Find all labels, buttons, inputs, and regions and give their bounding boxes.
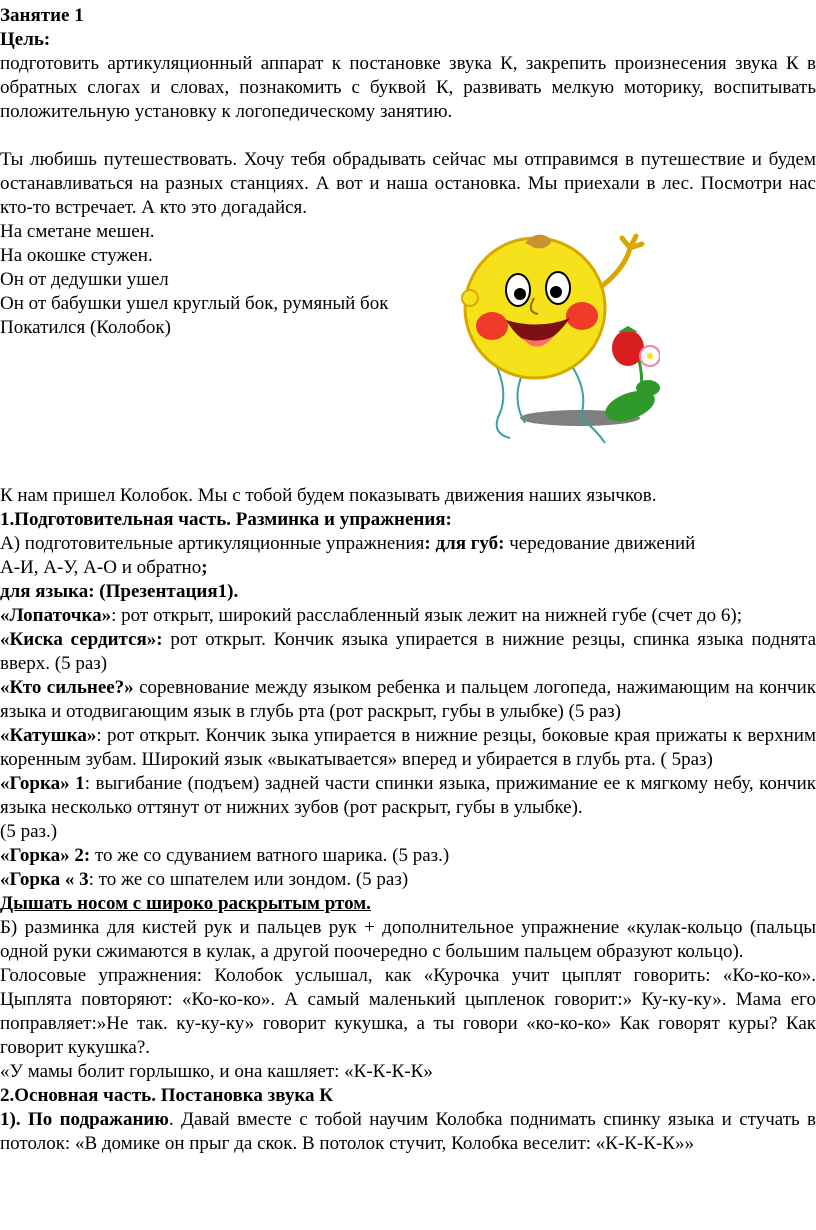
exercise-text: (5 раз.) [0,821,58,842]
exercise-name: «Горка « 3 [0,869,89,890]
imitation-paragraph [0,1108,816,1156]
lesson-title: Занятие 1 [0,5,84,26]
imitation-text: . Давай вместе с тобой научим Колобка поднимать спинку языка и стучать в потолок: «В домике он прыг да скок. В потолок стучит, Колобка веселит: «К-К-К-К»» [0,1109,816,1154]
part1-section [0,508,816,604]
exercise-name: «Лопаточка» [0,605,112,626]
part1-heading: 1.Подготовительная часть. Разминка и упражнения: [0,509,452,530]
tongue-heading: для языка: (Презентация1). [0,581,239,602]
kolobok-picture [430,198,660,448]
riddle-line: Покатился (Колобок) [0,317,171,338]
exercise-text: соревнование между языком ребенка и пальцем логопеда, нажимающим на кончик языка и отодвигающим язык в глубь рта (рот раскрыт, губы в улыбке) (5 раз) [0,677,816,722]
item-a-line [0,532,816,556]
exercise-item [0,820,816,844]
item-a-semicolon: ; [201,557,208,578]
exercise-item [0,772,816,820]
exercise-text: : выгибание (подъем) задней части спинки языка, прижимание ее к мягкому небу, кончик языка несколько оттянут от нижних зубов (рот раскрыт, губы в улыбке). [0,773,816,818]
imitation-label: 1). По подражанию [0,1109,169,1130]
riddle-line: Он от дедушки ушел [0,269,169,290]
riddle-line: На окошке стужен. [0,245,153,266]
exercise-text: : рот открыт, широкий расслабленный язык лежит на нижней губе (счет до 6); [111,605,742,626]
exercise-text: : рот открыт. Кончик зыка упирается в нижние резцы, боковые края прижаты к верхним коренным зубам. Широкий язык «выкатывается» вперед и убирается в глубь рта. ( 5раз) [0,725,816,770]
intro-paragraph: Ты любишь путешествовать. Хочу тебя обрадывать сейчас мы отправимся в путешествие и будем останавливаться на разных станциях. А вот и наша остановка. Мы приехали в лес. Посмотри нас кто-то встречает. А кто это догадайся. [0,149,816,218]
item-a-rest: чередование движений [504,533,696,554]
exercise-name: «Киска сердится»: [0,629,163,650]
riddle-line: На сметане мешен. [0,221,155,242]
exercise-item [0,844,816,868]
voice-exercise: Голосовые упражнения: Колобок услышал, как «Курочка учит цыплят говорить: «Ко-ко-ко». Цыплята повторяют: «Ко-ко-ко». А самый маленький цыпленок говорит:» Ку-ку-ку». Мама его поправляет:»Не так. ку-ку-ку» говорит кукушка, а ты говори «ко-ко-ко» Как говорят куры? Как говорит кукушка?. [0,965,816,1058]
exercise-name: «Горка» 1 [0,773,85,794]
item-b-text: Б) разминка для кистей рук и пальцев рук + дополнительное упражнение «кулак-кольцо (пальцы одной руки сжимаются в кулак, а другой поочередно с большим пальцем образуют кольцо). [0,917,816,962]
exercise-item [0,676,816,724]
exercise-item [0,868,816,892]
goal-text: подготовить артикуляционный аппарат к постановке звука К, закрепить произнесения звука К в обратных слогах и словах, познакомить с буквой К, развивать мелкую моторику, воспитывать положительную установку к логопедическому занятию. [0,53,816,122]
item-a-prefix: А) подготовительные артикуляционные упражнения [0,533,425,554]
exercise-name: «Горка» 2: [0,845,91,866]
lesson-header [0,4,816,52]
exercise-name: «Кто сильнее?» [0,677,134,698]
item-a-vowels: А-И, А-У, А-О и обратно [0,557,202,578]
part2-heading: 2.Основная часть. Постановка звука К [0,1085,334,1106]
exercise-item [0,724,816,772]
kolobok-illustration [430,198,660,448]
riddle-line: Он от бабушки ушел круглый бок, румяный бок [0,293,389,314]
exercise-text: : то же со шпателем или зондом. (5 раз) [88,869,409,890]
breathe-instruction: Дышать носом с широко раскрытым ртом. [0,893,371,914]
mama-phrase: «У мамы болит горлышко, и она кашляет: «К-К-К-К» [0,1061,433,1082]
exercise-text: то же со сдуванием ватного шарика. (5 раз.) [90,845,450,866]
exercise-name: «Катушка» [0,725,97,746]
item-a-bold: : для губ: [424,533,505,554]
exercise-text: рот открыт. Кончик языка упирается в нижние резцы, спинка языка поднята вверх. (5 раз) [0,629,816,674]
riddle [0,220,420,340]
exercise-list [0,604,816,1156]
kolobok-came-text: К нам пришел Колобок. Мы с тобой будем показывать движения наших язычков. [0,485,657,506]
exercise-item [0,628,816,676]
goal-label: Цель: [0,29,51,50]
item-a-line2 [0,556,816,580]
exercise-item [0,604,816,628]
